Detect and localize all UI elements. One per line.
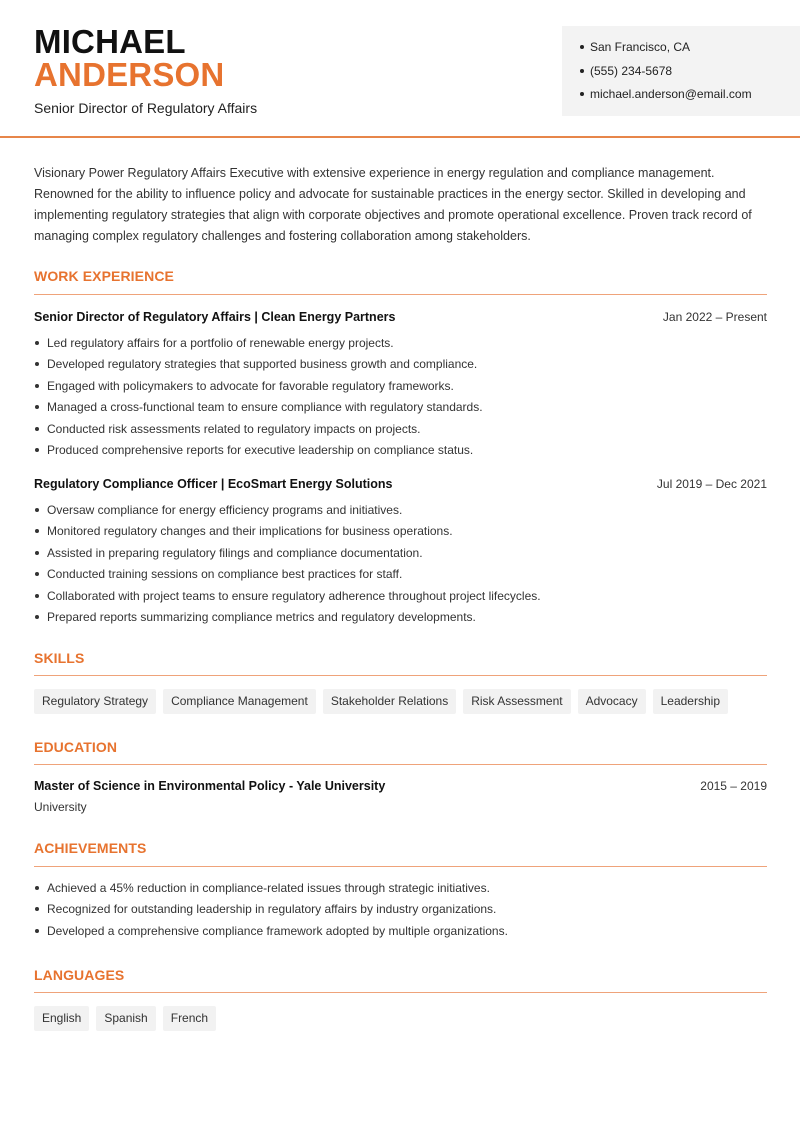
- achievements-list: [34, 879, 769, 943]
- job-bullets-2: [34, 501, 769, 629]
- contact-phone: (555) 234-5678: [580, 62, 800, 86]
- job-title-1: Senior Director of Regulatory Affairs | Clean Energy Partners: [34, 310, 396, 324]
- skills-list: [34, 689, 728, 714]
- list-item: Assisted in preparing regulatory filings and compliance documentation.: [34, 544, 769, 565]
- language-tag: Spanish: [96, 1006, 155, 1031]
- section-title-languages: LANGUAGES: [34, 967, 125, 983]
- section-divider: [34, 866, 767, 867]
- list-item: Led regulatory affairs for a portfolio of renewable energy projects.: [34, 334, 769, 355]
- list-item: Conducted risk assessments related to regulatory impacts on projects.: [34, 420, 769, 441]
- languages-list: [34, 1006, 216, 1031]
- contact-email[interactable]: michael.anderson@email.com: [580, 85, 800, 109]
- list-item: Monitored regulatory changes and their implications for business operations.: [34, 522, 769, 543]
- list-item: Achieved a 45% reduction in compliance-related issues through strategic initiatives.: [34, 879, 769, 900]
- list-item: Oversaw compliance for energy efficiency programs and initiatives.: [34, 501, 769, 522]
- list-item: Developed regulatory strategies that supported business growth and compliance.: [34, 355, 769, 376]
- job-title-2: Regulatory Compliance Officer | EcoSmart Energy Solutions: [34, 477, 393, 491]
- list-item: Collaborated with project teams to ensure regulatory adherence throughout project lifecycles.: [34, 587, 769, 608]
- job-date-1: Jan 2022 – Present: [662, 310, 767, 324]
- section-title-skills: SKILLS: [34, 650, 85, 666]
- list-item: Prepared reports summarizing compliance metrics and regulatory developments.: [34, 608, 769, 629]
- list-item: Conducted training sessions on compliance best practices for staff.: [34, 565, 769, 586]
- skill-tag: Leadership: [653, 689, 728, 714]
- list-item: Developed a comprehensive compliance framework adopted by multiple organizations.: [34, 922, 769, 943]
- list-item: Recognized for outstanding leadership in regulatory affairs by industry organizations.: [34, 900, 769, 921]
- skill-tag: Stakeholder Relations: [323, 689, 456, 714]
- section-divider: [34, 675, 767, 676]
- education-degree: Master of Science in Environmental Policy - Yale University: [34, 779, 386, 793]
- education-institution-type: University: [34, 800, 87, 814]
- skill-tag: Regulatory Strategy: [34, 689, 156, 714]
- job-title: Senior Director of Regulatory Affairs: [34, 100, 258, 116]
- language-tag: French: [163, 1006, 216, 1031]
- education-date: 2015 – 2019: [700, 779, 767, 793]
- list-item: Produced comprehensive reports for executive leadership on compliance status.: [34, 441, 769, 462]
- job-date-2: Jul 2019 – Dec 2021: [656, 477, 767, 491]
- section-title-education: EDUCATION: [34, 739, 118, 755]
- section-divider: [34, 294, 767, 295]
- contact-box: [562, 26, 800, 116]
- resume-header: [0, 0, 800, 138]
- list-item: Managed a cross-functional team to ensure compliance with regulatory standards.: [34, 398, 769, 419]
- section-divider: [34, 764, 767, 765]
- skill-tag: Compliance Management: [163, 689, 316, 714]
- skill-tag: Advocacy: [578, 689, 646, 714]
- last-name: ANDERSON: [34, 56, 225, 93]
- job-bullets-1: [34, 334, 769, 462]
- language-tag: English: [34, 1006, 89, 1031]
- list-item: Engaged with policymakers to advocate for favorable regulatory frameworks.: [34, 377, 769, 398]
- section-title-work: WORK EXPERIENCE: [34, 268, 174, 284]
- first-name: MICHAEL: [34, 23, 186, 60]
- section-divider: [34, 992, 767, 993]
- skill-tag: Risk Assessment: [463, 689, 570, 714]
- summary-paragraph: Visionary Power Regulatory Affairs Executive with extensive experience in energy regulation and compliance management. Renowned for the ability to influence policy and advocate for sustainable practices in the energy sector. Skilled in developing and implementing regulatory strategies that align with corporate objectives and promote operational excellence. Proven track record of managing complex regulatory challenges and fostering collaboration among stakeholders.: [34, 166, 752, 243]
- section-title-achievements: ACHIEVEMENTS: [34, 840, 147, 856]
- contact-location: San Francisco, CA: [580, 38, 800, 62]
